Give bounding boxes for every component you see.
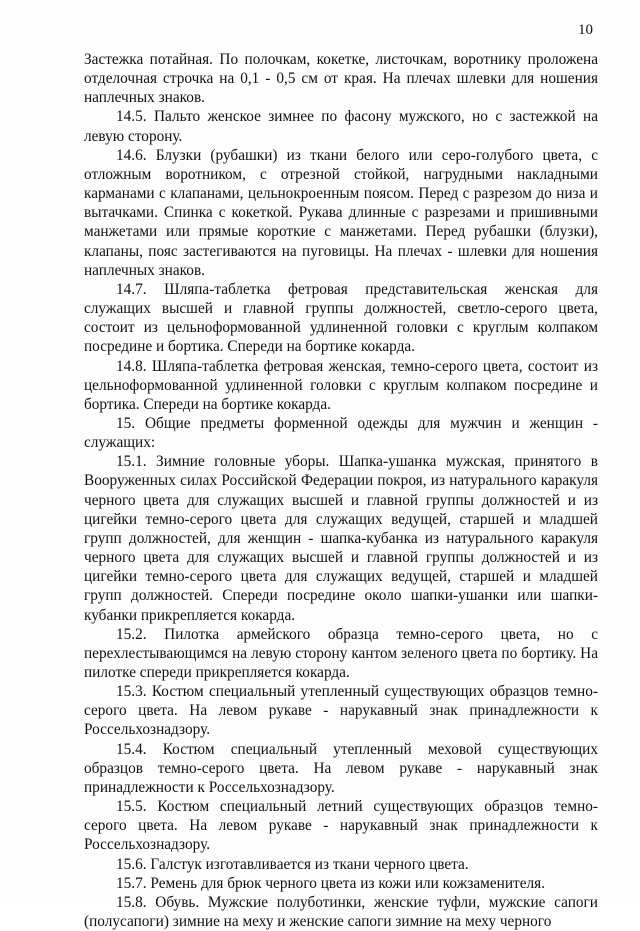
paragraph-15-6: 15.6. Галстук изготавливается из ткани черного цвета. xyxy=(116,855,469,873)
paragraph-15: 15. Общие предметы форменной одежды для мужчин и женщин - служащих: xyxy=(84,414,598,452)
paragraph-14-8: 14.8. Шляпа-таблетка фетровая женская, темно-серого цвета, состоит из цельноформованной удлиненной головки с круглым колпаком посредине и бортика. Спереди на бортике кокарда. xyxy=(84,357,598,413)
paragraph-15-3: 15.3. Костюм специальный утепленный существующих образцов темно-серого цвета. На левом рукаве - нарукавный знак принадлежности к Россельхознадзору. xyxy=(84,683,598,739)
paragraph-15-1: 15.1. Зимние головные уборы. Шапка-ушанка мужская, принятого в Вооруженных силах Российской Федерации покроя, из натурального каракуля черного цвета для служащих высшей и главной группы должностей и из цигейки темно-серого цвета для служащих ведущей, старшей и младшей групп должностей, для женщин - шапка-кубанка из натурального каракуля черного цвета для служащих высшей и главной группы должностей и из цигейки темно-серого цвета для служащих ведущей, старшей и младшей групп должностей. Спереди посредине около шапки-ушанки или шапки-кубанки прикрепляется кокарда. xyxy=(84,453,598,624)
paragraph-15-8: 15.8. Обувь. Мужские полуботинки, женские туфли, мужские сапоги (полусапоги) зимние на меху и женские сапоги зимние на меху черного xyxy=(84,893,598,931)
page-number: 10 xyxy=(578,22,593,38)
paragraph-14-5: 14.5. Пальто женское зимнее по фасону мужского, но с застежкой на левую сторону. xyxy=(84,108,598,145)
paragraph-14-6: 14.6. Блузки (рубашки) из ткани белого или серо-голубого цвета, с отложным воротником, с отрезной стойкой, нагрудными накладными карманами с клапанами, цельнокроенным поясом. Перед с разрезом до низа и вытачками. Спинка с кокеткой. Рукава длинные с разрезами и пришивными манжетами или прямые короткие с манжетами. Перед рубашки (блузки), клапаны, пояс застегиваются на пуговицы. На плечах - шлевки для ношения наплечных знаков. xyxy=(84,146,598,279)
paragraph-15-7: 15.7. Ремень для брюк черного цвета из кожи или кожзаменителя. xyxy=(116,874,545,892)
paragraph-15-5: 15.5. Костюм специальный летний существующих образцов темно-серого цвета. На левом рукаве - нарукавный знак принадлежности к Россельхознадзору. xyxy=(84,798,598,854)
document-body xyxy=(84,50,598,931)
paragraph-15-4: 15.4. Костюм специальный утепленный меховой существующих образцов темно-серого цвета. На левом рукаве - нарукавный знак принадлежности к Россельхознадзору. xyxy=(84,740,598,796)
paragraph-15-2: 15.2. Пилотка армейского образца темно-серого цвета, но с перехлестывающимся на левую сторону кантом зеленого цвета по бортику. На пилотке спереди прикрепляется кокарда. xyxy=(84,625,598,681)
paragraph-14-7: 14.7. Шляпа-таблетка фетровая представительская женская для служащих высшей и главной группы должностей, светло-серого цвета, состоит из цельноформованной удлиненной головки с круглым колпаком посредине и бортика. Спереди на бортике кокарда. xyxy=(84,280,598,356)
paragraph-continuation: Застежка потайная. По полочкам, кокетке, листочкам, воротнику проложена отделочная строчка на 0,1 - 0,5 см от края. На плечах шлевки для ношения наплечных знаков. xyxy=(84,51,598,107)
